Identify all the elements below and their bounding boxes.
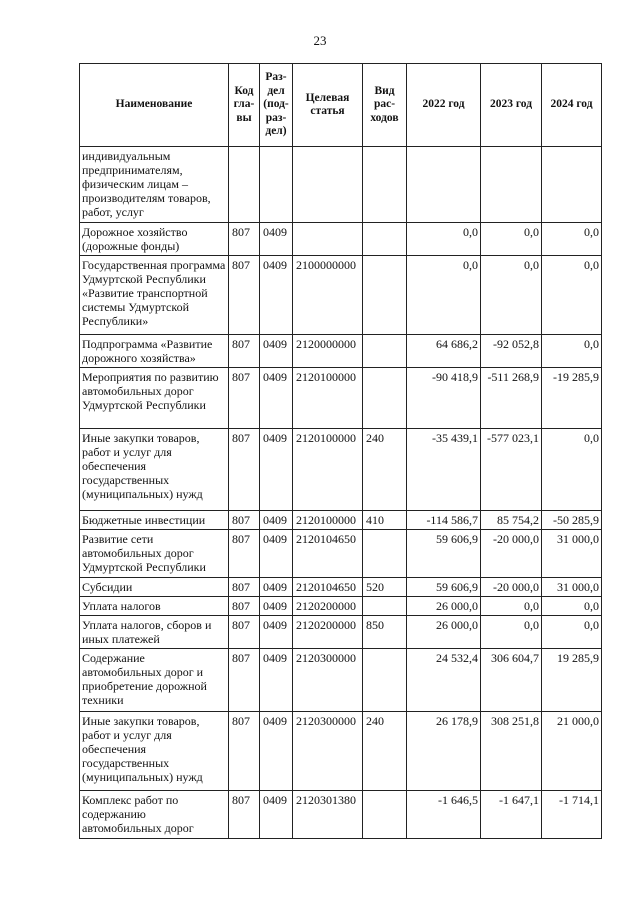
cell-name: Комплекс работ по содержанию автомобильных дорог xyxy=(80,791,229,839)
cell-section: 0409 xyxy=(260,649,293,712)
cell-2024: 0,0 xyxy=(542,597,602,616)
cell-code: 807 xyxy=(229,597,260,616)
cell-target: 2120200000 xyxy=(293,597,363,616)
cell-2023: -577 023,1 xyxy=(481,429,542,511)
table-header-row xyxy=(80,64,602,147)
table-row xyxy=(80,256,602,335)
cell-2023: -511 268,9 xyxy=(481,368,542,429)
cell-2024: -50 285,9 xyxy=(542,511,602,530)
cell-section: 0409 xyxy=(260,530,293,578)
cell-type: 850 xyxy=(363,616,407,649)
budget-table xyxy=(79,63,602,839)
cell-target: 2120104650 xyxy=(293,578,363,597)
cell-code: 807 xyxy=(229,530,260,578)
cell-2022: 59 606,9 xyxy=(407,530,481,578)
page-number: 23 xyxy=(313,33,327,48)
cell-2022: 0,0 xyxy=(407,256,481,335)
cell-section: 0409 xyxy=(260,712,293,791)
cell-2023: 308 251,8 xyxy=(481,712,542,791)
table-row xyxy=(80,791,602,839)
cell-name: Субсидии xyxy=(80,578,229,597)
cell-2023: 0,0 xyxy=(481,223,542,256)
cell-type xyxy=(363,368,407,429)
cell-2023: -1 647,1 xyxy=(481,791,542,839)
cell-2022 xyxy=(407,147,481,223)
table-row xyxy=(80,616,602,649)
cell-2024: 31 000,0 xyxy=(542,530,602,578)
cell-name: Содержание автомобильных дорог и приобретение дорожной техники xyxy=(80,649,229,712)
cell-2022: -35 439,1 xyxy=(407,429,481,511)
cell-2024: -1 714,1 xyxy=(542,791,602,839)
cell-section: 0409 xyxy=(260,791,293,839)
cell-code: 807 xyxy=(229,578,260,597)
cell-name: Уплата налогов, сборов и иных платежей xyxy=(80,616,229,649)
cell-section: 0409 xyxy=(260,429,293,511)
cell-section: 0409 xyxy=(260,597,293,616)
cell-target: 2120100000 xyxy=(293,429,363,511)
header-code: Код гла-вы xyxy=(229,64,260,147)
cell-2024: 0,0 xyxy=(542,256,602,335)
cell-type xyxy=(363,649,407,712)
cell-code: 807 xyxy=(229,791,260,839)
table-body xyxy=(80,147,602,839)
table-row xyxy=(80,335,602,368)
cell-code: 807 xyxy=(229,429,260,511)
cell-2024: 19 285,9 xyxy=(542,649,602,712)
cell-section: 0409 xyxy=(260,616,293,649)
cell-target: 2120301380 xyxy=(293,791,363,839)
cell-code xyxy=(229,147,260,223)
cell-2024: 0,0 xyxy=(542,223,602,256)
cell-2024: 21 000,0 xyxy=(542,712,602,791)
cell-name: Иные закупки товаров, работ и услуг для обеспечения государственных (муниципальных) нужд xyxy=(80,429,229,511)
cell-name: индивидуальным предпринимателям, физическим лицам – производителям товаров, работ, услуг xyxy=(80,147,229,223)
cell-type: 240 xyxy=(363,712,407,791)
cell-2023: 85 754,2 xyxy=(481,511,542,530)
table-row xyxy=(80,712,602,791)
cell-code: 807 xyxy=(229,256,260,335)
cell-target: 2100000000 xyxy=(293,256,363,335)
cell-code: 807 xyxy=(229,649,260,712)
cell-target xyxy=(293,223,363,256)
cell-2023 xyxy=(481,147,542,223)
cell-2023: -20 000,0 xyxy=(481,530,542,578)
table-row xyxy=(80,368,602,429)
cell-2022: -90 418,9 xyxy=(407,368,481,429)
cell-2023: 0,0 xyxy=(481,256,542,335)
cell-target: 2120200000 xyxy=(293,616,363,649)
cell-target: 2120100000 xyxy=(293,511,363,530)
cell-2024: 0,0 xyxy=(542,335,602,368)
cell-target: 2120300000 xyxy=(293,649,363,712)
cell-target: 2120100000 xyxy=(293,368,363,429)
cell-2022: -1 646,5 xyxy=(407,791,481,839)
cell-2024: -19 285,9 xyxy=(542,368,602,429)
cell-code: 807 xyxy=(229,616,260,649)
cell-type xyxy=(363,530,407,578)
cell-target: 2120000000 xyxy=(293,335,363,368)
table-row xyxy=(80,578,602,597)
cell-type xyxy=(363,597,407,616)
table-row xyxy=(80,649,602,712)
cell-target: 2120104650 xyxy=(293,530,363,578)
table-row xyxy=(80,511,602,530)
cell-section: 0409 xyxy=(260,223,293,256)
cell-code: 807 xyxy=(229,335,260,368)
cell-2023: 0,0 xyxy=(481,597,542,616)
cell-type xyxy=(363,223,407,256)
cell-name: Бюджетные инвестиции xyxy=(80,511,229,530)
cell-type xyxy=(363,147,407,223)
cell-2022: 24 532,4 xyxy=(407,649,481,712)
cell-2022: 0,0 xyxy=(407,223,481,256)
cell-code: 807 xyxy=(229,223,260,256)
cell-2022: 26 178,9 xyxy=(407,712,481,791)
header-name: Наименование xyxy=(80,64,229,147)
cell-name: Подпрограмма «Развитие дорожного хозяйства» xyxy=(80,335,229,368)
cell-type: 240 xyxy=(363,429,407,511)
cell-code: 807 xyxy=(229,511,260,530)
cell-2022: 59 606,9 xyxy=(407,578,481,597)
cell-section: 0409 xyxy=(260,368,293,429)
table-row xyxy=(80,530,602,578)
cell-2023: 306 604,7 xyxy=(481,649,542,712)
cell-name: Дорожное хозяйство (дорожные фонды) xyxy=(80,223,229,256)
cell-name: Мероприятия по развитию автомобильных дорог Удмуртской Республики xyxy=(80,368,229,429)
cell-2023: -20 000,0 xyxy=(481,578,542,597)
cell-type xyxy=(363,335,407,368)
header-2024: 2024 год xyxy=(542,64,602,147)
table-row xyxy=(80,429,602,511)
cell-name: Уплата налогов xyxy=(80,597,229,616)
cell-section: 0409 xyxy=(260,335,293,368)
table-row xyxy=(80,223,602,256)
table-row xyxy=(80,597,602,616)
cell-type: 410 xyxy=(363,511,407,530)
cell-2022: 26 000,0 xyxy=(407,616,481,649)
cell-2022: 64 686,2 xyxy=(407,335,481,368)
cell-section: 0409 xyxy=(260,511,293,530)
cell-target xyxy=(293,147,363,223)
header-type: Вид рас-ходов xyxy=(363,64,407,147)
header-section: Раз-дел (под-раз-дел) xyxy=(260,64,293,147)
header-2023: 2023 год xyxy=(481,64,542,147)
cell-type: 520 xyxy=(363,578,407,597)
cell-section: 0409 xyxy=(260,256,293,335)
header-2022: 2022 год xyxy=(407,64,481,147)
cell-2022: -114 586,7 xyxy=(407,511,481,530)
cell-type xyxy=(363,791,407,839)
cell-code: 807 xyxy=(229,368,260,429)
cell-2024: 31 000,0 xyxy=(542,578,602,597)
cell-2024: 0,0 xyxy=(542,429,602,511)
table-row xyxy=(80,147,602,223)
cell-type xyxy=(363,256,407,335)
cell-2024: 0,0 xyxy=(542,616,602,649)
cell-2023: 0,0 xyxy=(481,616,542,649)
header-target: Целевая статья xyxy=(293,64,363,147)
cell-2024 xyxy=(542,147,602,223)
cell-2022: 26 000,0 xyxy=(407,597,481,616)
cell-section: 0409 xyxy=(260,578,293,597)
cell-2023: -92 052,8 xyxy=(481,335,542,368)
cell-name: Государственная программа Удмуртской Республики «Развитие транспортной системы Удмуртской Республики» xyxy=(80,256,229,335)
cell-code: 807 xyxy=(229,712,260,791)
cell-name: Иные закупки товаров, работ и услуг для обеспечения государственных (муниципальных) нужд xyxy=(80,712,229,791)
cell-section xyxy=(260,147,293,223)
cell-target: 2120300000 xyxy=(293,712,363,791)
cell-name: Развитие сети автомобильных дорог Удмуртской Республики xyxy=(80,530,229,578)
